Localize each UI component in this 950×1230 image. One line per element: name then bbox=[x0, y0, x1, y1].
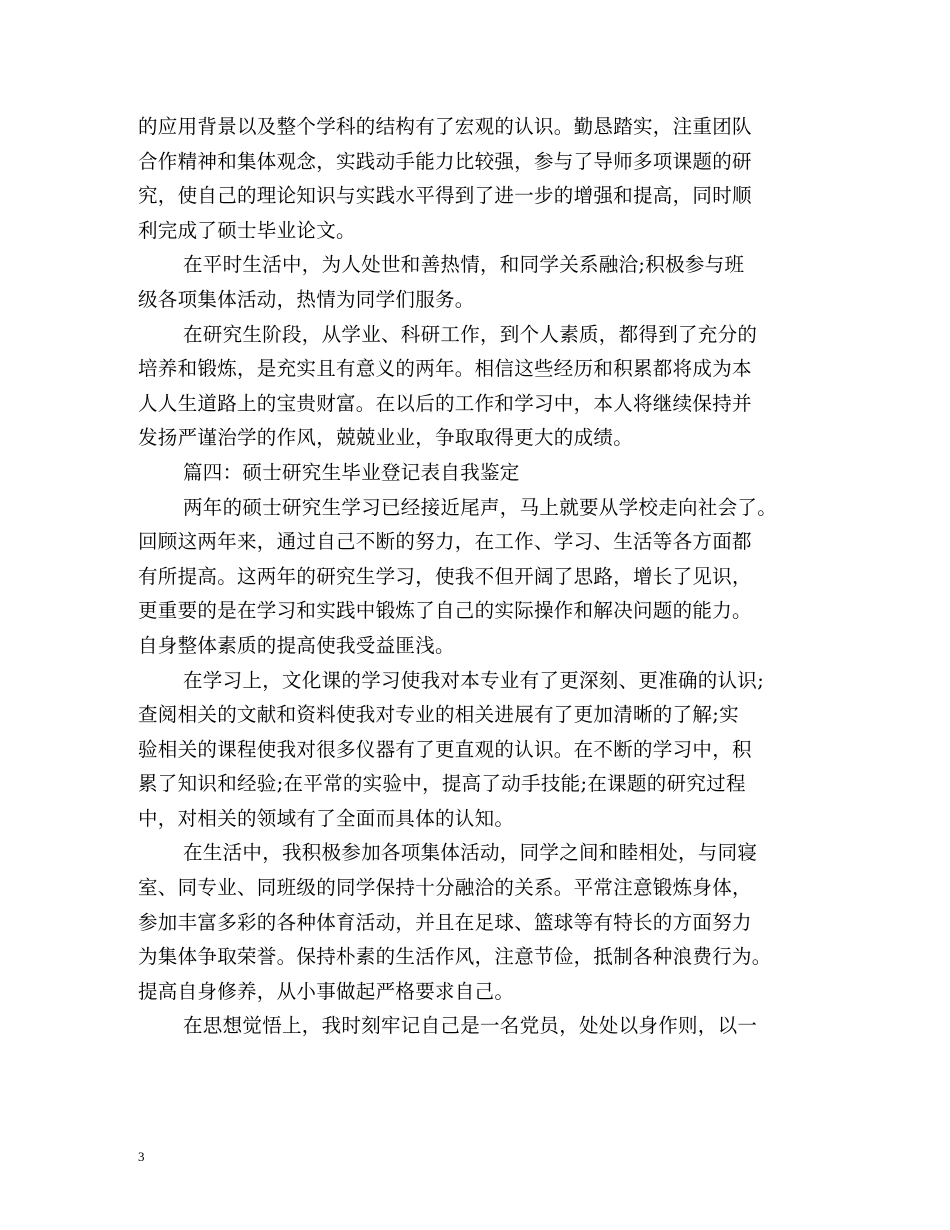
text-line: 究，使自己的理论知识与实践水平得到了进一步的增强和提高，同时顺 bbox=[138, 184, 752, 208]
text-line: 查阅相关的文献和资料使我对专业的相关进展有了更加清晰的了解;实 bbox=[138, 703, 739, 727]
text-line: 培养和锻炼，是充实且有意义的两年。相信这些经历和积累都将成为本 bbox=[138, 357, 752, 381]
text-line: 中，对相关的领域有了全面而具体的认知。 bbox=[138, 806, 515, 830]
text-line: 级各项集体活动，热情为同学们服务。 bbox=[138, 287, 475, 311]
text-line: 的应用背景以及整个学科的结构有了宏观的认识。勤恳踏实，注重团队 bbox=[138, 115, 752, 138]
text-line: 验相关的课程使我对很多仪器有了更直观的认识。在不断的学习中，积 bbox=[138, 737, 752, 761]
text-line: 在生活中，我积极参加各项集体活动，同学之间和睦相处，与同寝 bbox=[183, 841, 758, 865]
text-line: 回顾这两年来，通过自己不断的努力，在工作、学习、生活等各方面都 bbox=[138, 530, 752, 554]
text-line: 提高自身修养，从小事做起严格要求自己。 bbox=[138, 979, 515, 1003]
text-line: 更重要的是在学习和实践中锻炼了自己的实际操作和解决问题的能力。 bbox=[138, 599, 752, 623]
text-line: 参加丰富多彩的各种体育活动，并且在足球、篮球等有特长的方面努力 bbox=[138, 910, 752, 934]
text-line: 在平时生活中，为人处世和善热情，和同学关系融洽;积极参与班 bbox=[183, 253, 745, 277]
page-number: 3 bbox=[138, 1149, 145, 1164]
text-line: 在思想觉悟上，我时刻牢记自己是一名党员，处处以身作则，以一 bbox=[183, 1014, 758, 1038]
text-line: 在研究生阶段，从学业、科研工作，到个人素质，都得到了充分的 bbox=[183, 322, 758, 346]
document-body bbox=[138, 110, 828, 1044]
text-line: 两年的硕士研究生学习已经接近尾声，马上就要从学校走向社会了。 bbox=[183, 495, 778, 519]
text-line: 自身整体素质的提高使我受益匪浅。 bbox=[138, 633, 455, 657]
text-line: 为集体争取荣誉。保持朴素的生活作风，注意节俭，抵制各种浪费行为。 bbox=[138, 945, 772, 969]
text-line: 有所提高。这两年的研究生学习，使我不但开阔了思路，增长了见识， bbox=[138, 564, 752, 588]
text-line: 累了知识和经验;在平常的实验中，提高了动手技能;在课题的研究过程 bbox=[138, 772, 746, 796]
text-line: 发扬严谨治学的作风，兢兢业业，争取取得更大的成绩。 bbox=[138, 426, 634, 450]
text-line: 在学习上，文化课的学习使我对本专业有了更深刻、更准确的认识; bbox=[183, 668, 765, 692]
text-line: 室、同专业、同班级的同学保持十分融洽的关系。平常注意锻炼身体， bbox=[138, 876, 752, 900]
text-line: 人人生道路上的宝贵财富。在以后的工作和学习中，本人将继续保持并 bbox=[138, 391, 752, 415]
text-line: 篇四：硕士研究生毕业登记表自我鉴定 bbox=[183, 460, 520, 484]
text-line: 合作精神和集体观念，实践动手能力比较强，参与了导师多项课题的研 bbox=[138, 149, 752, 173]
text-line: 利完成了硕士毕业论文。 bbox=[138, 218, 356, 242]
